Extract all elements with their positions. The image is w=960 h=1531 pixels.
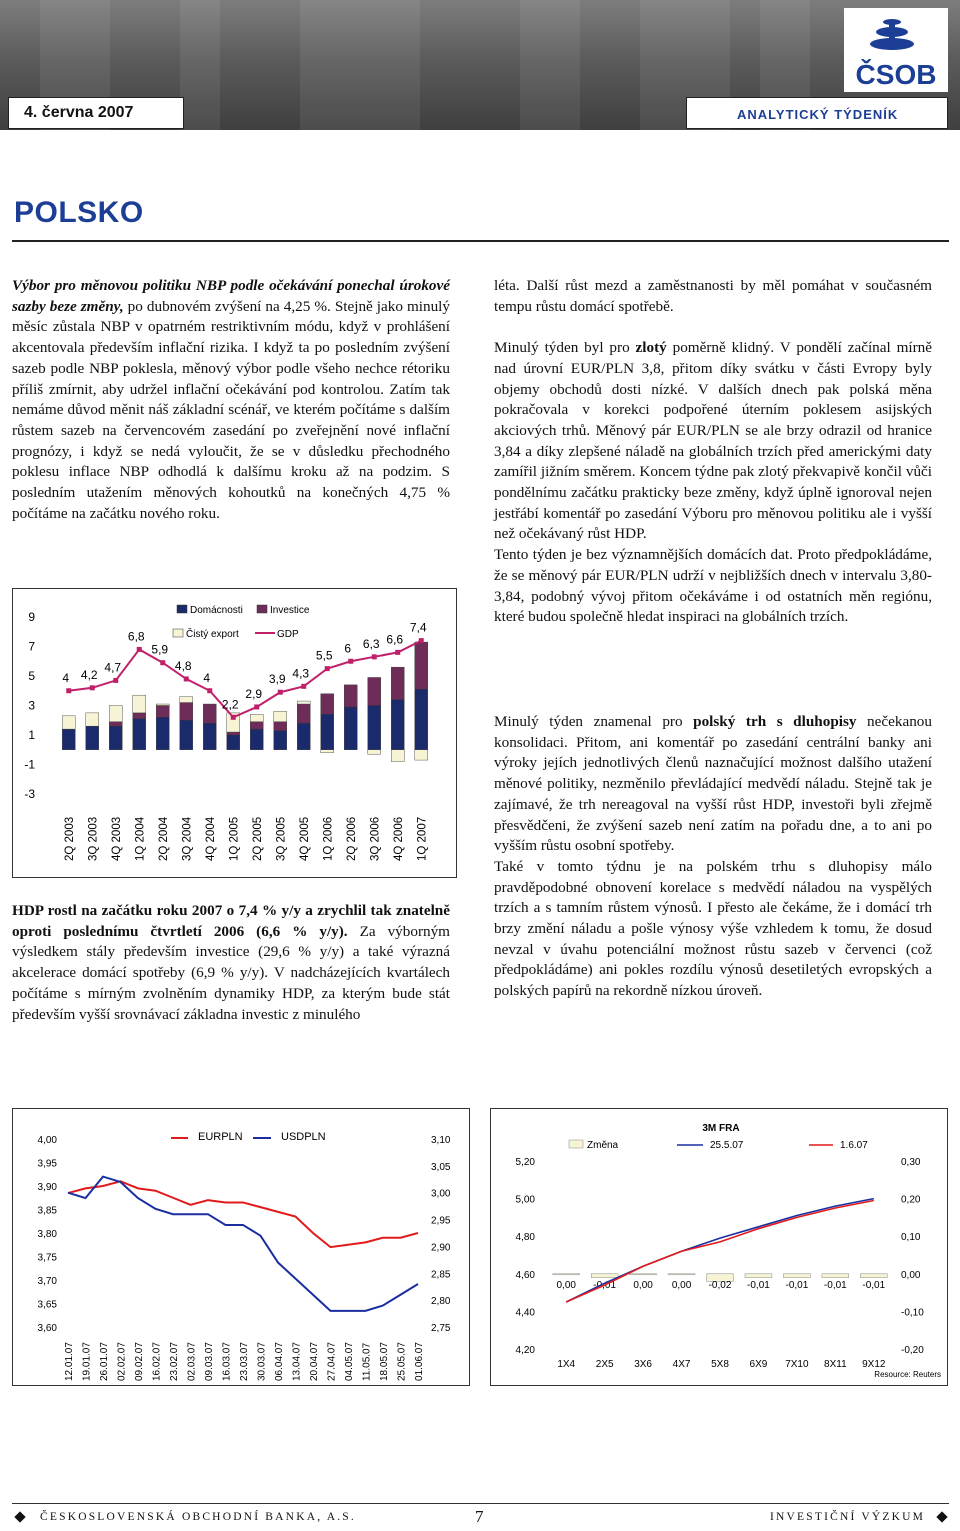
csob-logo bbox=[844, 8, 948, 92]
x-tick-label: 3X6 bbox=[634, 1359, 653, 1370]
fx-chart-frame bbox=[12, 1108, 470, 1386]
bar-data-label: -0,01 bbox=[785, 1279, 809, 1291]
gdp-point bbox=[254, 704, 259, 709]
issue-date: 4. června 2007 bbox=[8, 97, 184, 129]
bar-zmena bbox=[591, 1274, 618, 1278]
gdp-data-label: 4,7 bbox=[104, 660, 122, 675]
gdp-point bbox=[231, 715, 236, 720]
gdp-data-label: 2,2 bbox=[221, 697, 239, 712]
y-tick-label-right: -0,10 bbox=[901, 1307, 924, 1319]
x-tick-label: 2Q 2006 bbox=[345, 816, 358, 861]
x-tick-label: 4Q 2006 bbox=[392, 816, 405, 861]
bar-data-label: 0,00 bbox=[556, 1279, 576, 1291]
bar-čistý export bbox=[109, 706, 122, 722]
x-tick-label: 01.06.07 bbox=[414, 1342, 425, 1381]
line-usdpln bbox=[68, 1177, 418, 1311]
gdp-data-label: 6 bbox=[344, 641, 352, 656]
bar-domácnosti bbox=[391, 700, 404, 750]
x-tick-label: 23.02.07 bbox=[169, 1342, 180, 1381]
bar-data-label: -0,01 bbox=[823, 1279, 847, 1291]
bar-data-label: -0,01 bbox=[593, 1279, 617, 1291]
bank-name: ČESKOSLOVENSKÁ OBCHODNÍ BANKA, A.S. bbox=[40, 1511, 356, 1523]
footer-divider bbox=[12, 1503, 949, 1504]
gdp-point bbox=[160, 660, 165, 665]
y-tick-label: 3 bbox=[28, 698, 35, 713]
y-tick-label: -1 bbox=[24, 757, 35, 772]
gdp-point bbox=[372, 654, 377, 659]
x-tick-label: 02.03.07 bbox=[186, 1342, 198, 1381]
intro-paragraph: Výbor pro měnovou politiku NBP podle očekávání ponechal úrokové sazby beze změny, po dubnovém zvýšení na 4,25 %. Stejně jako minulý měsíc zůstala NBP v opatrném restriktivním módu, když v prohlášení akcentovala především inflační rizika. I když ta po posledním zvýšení sazeb podle NBP poklesla, měnový výbor podle všeho nechce rétoriku příliš zmírnit, aby udržel inflační očekávání pod kontrolou. Zatím tak nemáme důvod měnit náš základní scénář, ve kterém počítáme s dalším růstem sazeb na červencovém zasedání po zveřejnění nové inflační prognózy, i když se nedá vyloučit, že se v důsledku přechodného poklesu inflace NBP odhodlá k dalšímu kroku až na podzim. S posledním utažením měnových kohoutků na konečných 4,75 % počítáme na začátku nového roku. bbox=[12, 277, 450, 522]
bar-čistý export bbox=[368, 750, 381, 754]
x-tick-label: 16.03.07 bbox=[221, 1342, 233, 1381]
bar-investice bbox=[391, 667, 404, 699]
bar-čistý export bbox=[297, 701, 310, 704]
bar-domácnosti bbox=[156, 717, 169, 749]
y-tick-label-left: 4,80 bbox=[515, 1232, 535, 1244]
bar-domácnosti bbox=[250, 729, 263, 750]
x-tick-label: 19.01.07 bbox=[81, 1342, 93, 1381]
bar-čistý export bbox=[62, 716, 75, 729]
gdp-point bbox=[66, 688, 71, 693]
y-tick-label-right: 0,00 bbox=[901, 1269, 921, 1281]
y-tick-label-left: 5,20 bbox=[515, 1157, 535, 1168]
y-tick-label-right: 2,90 bbox=[431, 1242, 451, 1254]
bar-data-label: 0,00 bbox=[671, 1279, 692, 1291]
x-tick-label: 2Q 2004 bbox=[157, 816, 170, 861]
bar-investice bbox=[344, 685, 357, 707]
y-tick-label-right: 0,10 bbox=[901, 1232, 921, 1244]
y-tick-label-right: 0,20 bbox=[901, 1194, 921, 1206]
bar-domácnosti bbox=[133, 719, 146, 750]
x-tick-label: 2X5 bbox=[595, 1359, 614, 1370]
y-tick-label-right: 3,10 bbox=[431, 1135, 451, 1146]
legend-label: Investice bbox=[270, 605, 310, 616]
y-tick-label-right: 2,95 bbox=[431, 1215, 451, 1227]
gdp-point bbox=[278, 690, 283, 695]
bar-investice bbox=[250, 722, 263, 729]
x-tick-label: 6X9 bbox=[749, 1359, 768, 1370]
outlook-paragraph: Tento týden je bez významnějších domácích dat. Proto předpokládáme, že se měnový pár EUR/PLN udrží v nejbližších dnech v intervalu 3,80-3,84, podobný vývoj přitom očekáváme i od ostatních měn regiónu, které budou společně hledat inspiraci na globálních trzích. bbox=[494, 546, 932, 626]
zloty-paragraph: Minulý týden byl pro zlotý poměrně klidný. V pondělí začínal mírně nad úrovní EUR/PLN 3,8, přitom díky svátku v části Evropy byly objemy obchodů dosti nízké. V dalších dnech pak polská měna pokračovala v korekci podpořené úterním poklesem asijských akciových trhů. Měnový pár EUR/PLN se ale brzy odrazil od hranice 3,84 a díky zlepšené náladě na globálních trzích před americkými daty zamířil jižním směrem. Koncem týdne pak zlotý překvapivě končil vůči pondělnímu začátku prakticky beze změny, když úplně ignoroval nejen jestřábí komentář po zasedání Výboru pro měnovou politiku ale i vyšší než očekávaný růst HDP. bbox=[494, 339, 932, 543]
legend-label: Čistý export bbox=[186, 629, 239, 640]
gdp-data-label: 7,4 bbox=[409, 620, 427, 635]
x-tick-label: 23.03.07 bbox=[239, 1342, 250, 1381]
bar-investice bbox=[109, 722, 122, 726]
y-tick-label-right: 3,05 bbox=[431, 1161, 451, 1173]
x-tick-label: 27.04.07 bbox=[326, 1342, 338, 1381]
bond-column bbox=[494, 712, 932, 1002]
gdp-point bbox=[395, 650, 400, 655]
y-tick-label-left: 3,75 bbox=[37, 1252, 57, 1264]
bar-investice bbox=[180, 703, 193, 721]
y-tick-label: 9 bbox=[28, 610, 35, 624]
x-tick-label: 8X11 bbox=[824, 1359, 847, 1370]
bar-čistý export bbox=[133, 695, 146, 713]
bar-čistý export bbox=[274, 711, 287, 721]
bar-investice bbox=[368, 677, 381, 705]
y-tick-label-left: 3,65 bbox=[37, 1299, 57, 1311]
x-tick-label: 2Q 2003 bbox=[63, 816, 76, 861]
x-tick-label: 12.01.07 bbox=[64, 1342, 75, 1381]
section-title: POLSKO bbox=[14, 196, 144, 229]
x-tick-label: 9X12 bbox=[862, 1359, 886, 1370]
x-tick-label: 30.03.07 bbox=[256, 1342, 268, 1381]
y-tick-label: 7 bbox=[28, 639, 35, 654]
x-tick-label: 09.02.07 bbox=[134, 1342, 145, 1381]
fra-chart bbox=[491, 1109, 947, 1385]
x-tick-label: 1Q 2004 bbox=[134, 816, 147, 861]
y-tick-label: 5 bbox=[28, 669, 35, 683]
bar-domácnosti bbox=[368, 706, 381, 750]
bar-čistý export bbox=[250, 714, 263, 721]
x-tick-label: 18.05.07 bbox=[379, 1342, 390, 1381]
bar-čistý export bbox=[156, 704, 169, 705]
x-tick-label: 4Q 2005 bbox=[298, 816, 311, 861]
report-name: ANALYTICKÝ TÝDENÍK bbox=[686, 97, 948, 129]
legend-swatch bbox=[257, 605, 267, 613]
bar-zmena bbox=[553, 1274, 580, 1275]
bar-čistý export bbox=[321, 750, 334, 753]
gdp-point bbox=[348, 659, 353, 664]
bar-domácnosti bbox=[180, 720, 193, 750]
right-column bbox=[494, 276, 932, 628]
legend-label: USDPLN bbox=[281, 1131, 326, 1143]
legend-label: EURPLN bbox=[198, 1131, 243, 1143]
bar-domácnosti bbox=[109, 726, 122, 750]
x-tick-label: 2Q 2005 bbox=[251, 816, 264, 861]
bar-investice bbox=[133, 713, 146, 719]
bar-data-label: -0,02 bbox=[708, 1279, 732, 1291]
gdp-data-label: 6,8 bbox=[127, 629, 145, 644]
x-tick-label: 7X10 bbox=[785, 1359, 809, 1370]
y-tick-label-right: -0,20 bbox=[901, 1345, 924, 1356]
gdp-data-label: 4,8 bbox=[174, 658, 192, 673]
bar-zmena bbox=[630, 1274, 657, 1275]
wages-paragraph: léta. Další růst mezd a zaměstnanosti by měl pomáhat v současném tempu růstu domácí spotřebě. bbox=[494, 277, 932, 315]
y-tick-label-left: 4,60 bbox=[515, 1269, 535, 1281]
x-tick-label: 20.04.07 bbox=[309, 1342, 320, 1381]
gdp-point bbox=[113, 678, 118, 683]
gdp-point bbox=[137, 647, 142, 652]
x-tick-label: 02.02.07 bbox=[116, 1342, 128, 1381]
fx-chart bbox=[13, 1109, 469, 1385]
bar-zmena bbox=[860, 1274, 887, 1278]
y-tick-label-right: 2,80 bbox=[431, 1296, 451, 1308]
gdp-data-label: 5,9 bbox=[151, 642, 169, 657]
y-tick-label: -3 bbox=[24, 787, 35, 801]
bar-domácnosti bbox=[321, 714, 334, 749]
y-tick-label-right: 2,75 bbox=[431, 1323, 451, 1334]
x-tick-label: 16.02.07 bbox=[151, 1342, 163, 1381]
x-tick-label: 3Q 2005 bbox=[275, 816, 288, 861]
gdp-chart bbox=[13, 589, 456, 877]
x-tick-label: 4X7 bbox=[672, 1359, 691, 1370]
legend-swatch bbox=[569, 1140, 583, 1148]
y-tick-label-left: 4,40 bbox=[515, 1307, 535, 1319]
gdp-point bbox=[301, 684, 306, 689]
legend-label: Změna bbox=[587, 1140, 619, 1151]
bar-čistý export bbox=[415, 750, 428, 760]
gdp-point bbox=[419, 638, 424, 643]
gdp-data-label: 5,5 bbox=[315, 648, 333, 663]
gdp-paragraph: HDP rostl na začátku roku 2007 o 7,4 % y/y a zrychlil tak znatelně oproti poslednímu čtvrtletí 2006 (6,6 % y/y). Za výborným výsledkem stály především investice (29,6 % y/y) a také výrazná akcelerace domácí spotřeby (6,9 % y/y). V nadcházejících kvartálech počítáme s mírným zvolněním dynamiky HDP, za kterým bude stát především vyšší srovnávací základna investic z minulého bbox=[12, 902, 450, 1023]
x-tick-label: 5X8 bbox=[711, 1359, 729, 1370]
x-tick-label: 1Q 2005 bbox=[228, 816, 241, 861]
bar-investice bbox=[415, 642, 428, 689]
x-tick-label: 06.04.07 bbox=[274, 1342, 285, 1381]
bar-domácnosti bbox=[62, 729, 75, 750]
gdp-point bbox=[325, 666, 330, 671]
bar-čistý export bbox=[391, 750, 404, 762]
bar-čistý export bbox=[86, 713, 99, 726]
bar-domácnosti bbox=[344, 707, 357, 750]
bar-investice bbox=[321, 694, 334, 715]
y-tick-label-right: 3,00 bbox=[431, 1188, 451, 1200]
line-eurpln bbox=[68, 1181, 418, 1247]
x-tick-label: 11.05.07 bbox=[361, 1342, 373, 1381]
gdp-point bbox=[90, 685, 95, 690]
gdp-data-label: 6,3 bbox=[362, 636, 380, 651]
gdp-chart-frame bbox=[12, 588, 457, 878]
x-tick-label: 3Q 2003 bbox=[87, 816, 100, 861]
bar-investice bbox=[297, 704, 310, 723]
diamond-icon bbox=[14, 1511, 25, 1522]
x-tick-label: 25.05.07 bbox=[396, 1342, 408, 1381]
y-tick-label-left: 3,70 bbox=[37, 1276, 57, 1287]
x-tick-label: 13.04.07 bbox=[291, 1342, 303, 1381]
legend-swatch bbox=[177, 605, 187, 613]
y-tick-label: 1 bbox=[28, 728, 35, 742]
y-tick-label-left: 3,85 bbox=[37, 1205, 57, 1217]
gdp-data-label: 2,9 bbox=[245, 686, 263, 701]
source-note: Resource: Reuters bbox=[874, 1370, 941, 1379]
chart-title: 3M FRA bbox=[702, 1123, 740, 1134]
legend-label: GDP bbox=[277, 629, 299, 640]
bar-zmena bbox=[668, 1274, 695, 1275]
page-number: 7 bbox=[475, 1507, 484, 1526]
x-tick-label: 1Q 2006 bbox=[322, 816, 335, 861]
section-divider bbox=[12, 240, 949, 242]
bar-čistý export bbox=[180, 697, 193, 703]
bar-zmena bbox=[783, 1274, 810, 1278]
x-tick-label: 3Q 2004 bbox=[181, 816, 194, 861]
legend-swatch bbox=[173, 629, 183, 637]
legend-label: 1.6.07 bbox=[840, 1140, 868, 1151]
bond-outlook-paragraph: Také v tomto týdnu je na polském trhu s dluhopisy málo pravděpodobné obnovení korelace s medvědí náladou na vyspělých trzích a s tamním růstem výnosů. I přesto ale čekáme, že i domácí trh brzy změní náladu a pošle výnosy výše vzhledem k tomu, že dosud nevzal v úvahu potenciální možnost růstu sazeb v červenci (což předpokládáme) ani pokles rozdílu výnosů desetiletých evropských a polských papírů na rekordně nízkou úroveň. bbox=[494, 857, 932, 1000]
department-name: INVESTIČNÍ VÝZKUM bbox=[770, 1511, 926, 1523]
gdp-data-label: 4 bbox=[203, 670, 211, 685]
bar-investice bbox=[156, 706, 169, 718]
gdp-data-label: 4,3 bbox=[292, 666, 310, 681]
bar-investice bbox=[203, 704, 216, 723]
y-tick-label-right: 0,30 bbox=[901, 1157, 921, 1168]
y-tick-label-left: 5,00 bbox=[515, 1194, 535, 1206]
y-tick-label-left: 3,90 bbox=[37, 1182, 57, 1193]
y-tick-label-left: 4,00 bbox=[37, 1135, 57, 1146]
diamond-icon bbox=[936, 1511, 947, 1522]
bar-data-label: 0,00 bbox=[633, 1279, 653, 1291]
y-tick-label-left: 4,20 bbox=[515, 1345, 535, 1356]
gdp-data-label: 3,9 bbox=[268, 672, 286, 687]
gdp-data-label: 4,2 bbox=[80, 667, 98, 682]
bar-data-label: -0,01 bbox=[747, 1279, 770, 1291]
y-tick-label-right: 2,85 bbox=[431, 1269, 451, 1281]
bar-domácnosti bbox=[274, 731, 287, 750]
bar-domácnosti bbox=[297, 723, 310, 750]
x-tick-label: 4Q 2003 bbox=[110, 816, 123, 861]
x-tick-label: 09.03.07 bbox=[204, 1342, 215, 1381]
x-tick-label: 1Q 2007 bbox=[416, 816, 429, 861]
gdp-point bbox=[184, 676, 189, 681]
bar-domácnosti bbox=[415, 689, 428, 749]
bar-investice bbox=[227, 732, 240, 735]
bar-domácnosti bbox=[203, 723, 216, 750]
fra-chart-frame bbox=[490, 1108, 948, 1386]
y-tick-label-left: 3,80 bbox=[37, 1229, 57, 1240]
bar-domácnosti bbox=[227, 735, 240, 750]
x-tick-label: 4Q 2004 bbox=[204, 816, 217, 861]
bar-data-label: -0,01 bbox=[862, 1279, 886, 1291]
bar-zmena bbox=[745, 1274, 772, 1278]
y-tick-label-left: 3,95 bbox=[37, 1158, 57, 1170]
bond-paragraph: Minulý týden znamenal pro polský trh s dluhopisy nečekanou konsolidaci. Přitom, ani komentář po zasedání centrální banky ani výroky jejích jednotlivých členů naznačující možnost dalšího utažení měnové politiky, nezměnilo převládající medvědí náladu. Stejně tak je zajímavé, že trh nereagoval na vyšší růst HDP, investoři byli zřejmě přesvědčeni, že zvýšení sazeb není zatím na pořadu dne, a to ani po vyšším růstu osobní spotřeby. bbox=[494, 713, 932, 855]
legend-label: 25.5.07 bbox=[710, 1140, 744, 1151]
x-tick-label: 3Q 2006 bbox=[369, 816, 382, 861]
bar-zmena bbox=[822, 1274, 849, 1278]
gdp-point bbox=[207, 688, 212, 693]
legend-label: Domácnosti bbox=[190, 605, 243, 616]
bar-investice bbox=[274, 722, 287, 731]
y-tick-label-left: 3,60 bbox=[37, 1323, 57, 1334]
bar-domácnosti bbox=[86, 726, 99, 750]
gdp-data-label: 6,6 bbox=[386, 632, 404, 647]
x-tick-label: 26.01.07 bbox=[99, 1342, 110, 1381]
x-tick-label: 1X4 bbox=[557, 1359, 576, 1370]
x-tick-label: 04.05.07 bbox=[344, 1342, 355, 1381]
gdp-data-label: 4 bbox=[62, 670, 70, 685]
logo-text: ČSOB bbox=[855, 59, 937, 90]
